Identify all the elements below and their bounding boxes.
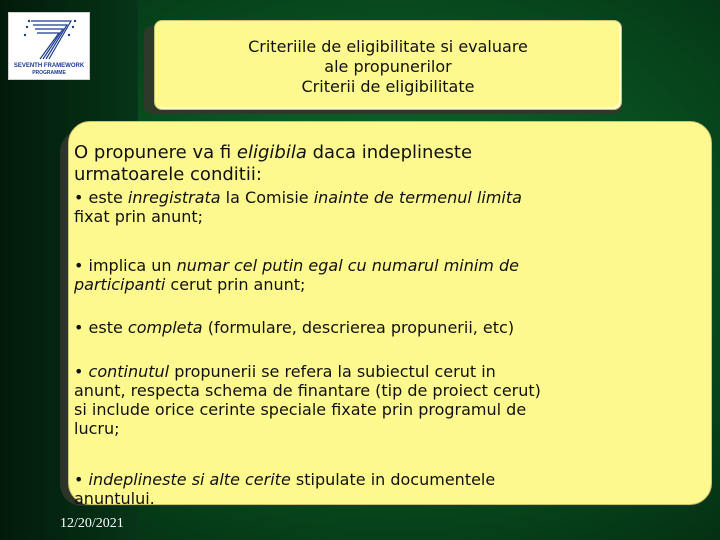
bullet-other-criteria (74, 470, 674, 508)
bullet1-b: inregistrata (127, 188, 221, 207)
bullet4-f: lucru; (74, 419, 120, 438)
bullet-registered (74, 188, 674, 226)
bullet2-b: numar cel putin egal cu numarul minim de (176, 256, 519, 275)
bullet-complete (74, 318, 674, 337)
bullet3-a: • este (74, 318, 128, 337)
title-line-2: ale propunerilor (324, 57, 452, 76)
title-line-3: Criterii de eligibilitate (301, 77, 475, 96)
logo-line2: PROGRAMME (32, 70, 66, 76)
bullet2-d: cerut prin anunt; (165, 275, 306, 294)
bullet4-c: propunerii se refera la subiectul cerut in (169, 362, 496, 381)
title-line-1: Criteriile de eligibilitate si evaluare (248, 37, 528, 56)
bullet1-e: fixat prin anunt; (74, 207, 204, 226)
intro-text-c: daca indeplineste (306, 142, 473, 163)
bullet5-a: • (74, 470, 89, 489)
bullet3-b: completa (127, 318, 203, 337)
logo-line1: SEVENTH FRAMEWORK (13, 63, 85, 69)
bullet5-d: anuntului. (74, 489, 155, 508)
bullet4-a: • (74, 362, 89, 381)
bullet5-b: indeplineste si alte cerite (88, 470, 291, 489)
bullet-content (74, 362, 674, 438)
bullet4-d: anunt, respecta schema de finantare (tip de proiect cerut) (74, 381, 541, 400)
bullet4-e: si include orice cerinte speciale fixate prin programul de (74, 400, 527, 419)
bullet3-c: (formulare, descrierea propunerii, etc) (202, 318, 515, 337)
bullet2-a: • implica un (74, 256, 177, 275)
intro-text-b: eligibila (236, 142, 307, 163)
bullet4-b: continutul (88, 362, 170, 381)
fp7-logo (8, 12, 90, 80)
bullet-participants (74, 256, 674, 294)
intro-paragraph (74, 142, 674, 186)
bullet5-c: stipulate in documentele (290, 470, 496, 489)
intro-text-a: O propunere va fi (74, 142, 237, 163)
bullet2-c: participanti (74, 275, 166, 294)
title-panel (154, 20, 622, 110)
footer-date: 12/20/2021 (60, 516, 124, 531)
bullet1-d: inainte de termenul limita (313, 188, 522, 207)
bullet1-a: • este (74, 188, 128, 207)
bullet1-c: la Comisie (220, 188, 314, 207)
intro-text-d: urmatoarele conditii: (74, 164, 262, 185)
fp7-seven-icon (9, 13, 89, 63)
